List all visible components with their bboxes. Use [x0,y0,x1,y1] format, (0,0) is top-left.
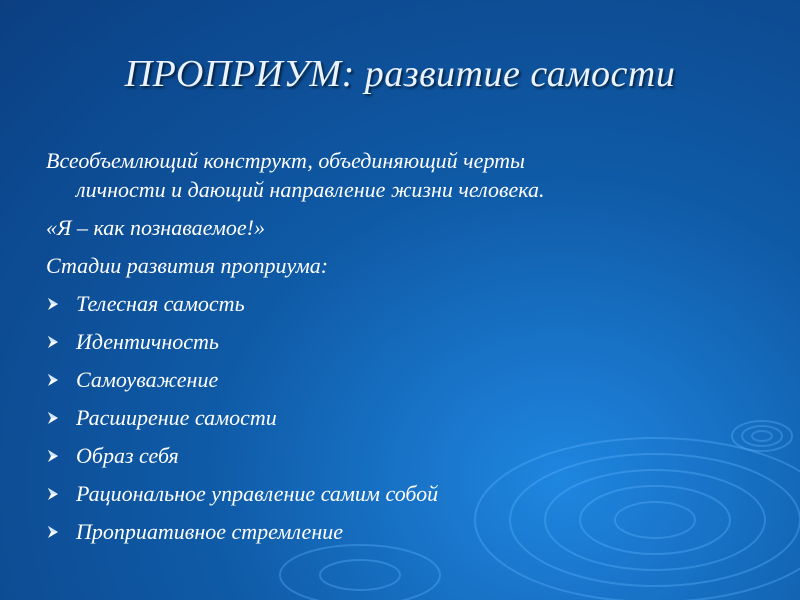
stage-label: Проприативное стремление [76,519,343,544]
arrow-right-icon [46,335,60,349]
stage-label: Идентичность [76,329,219,354]
slide-content [46,146,746,555]
arrow-right-icon [46,373,60,387]
arrow-right-icon [46,525,60,539]
stage-label: Рациональное управление самим собой [76,481,439,506]
arrow-right-icon [46,487,60,501]
list-item [46,289,746,318]
list-item [46,365,746,394]
arrow-right-icon [46,411,60,425]
list-item [46,517,746,546]
arrow-right-icon [46,297,60,311]
stage-label: Самоуважение [76,367,219,392]
definition-line-1: Всеобъемлющий конструкт, объединяющий черты [46,148,525,173]
arrow-right-icon [46,449,60,463]
slide-title: ПРОПРИУМ: развитие самости [124,53,676,95]
stage-label: Телесная самость [76,291,245,316]
list-item [46,403,746,432]
list-item [46,479,746,508]
stages-list [46,289,746,546]
list-item [46,441,746,470]
stage-label: Расширение самости [76,405,277,430]
definition-paragraph [46,146,746,204]
definition-line-2: личности и дающий направление жизни человека. [76,177,545,202]
stage-label: Образ себя [76,443,179,468]
list-item [46,327,746,356]
quote-text: «Я – как познаваемое!» [46,215,265,240]
stages-heading: Стадии развития проприума: [46,253,329,278]
